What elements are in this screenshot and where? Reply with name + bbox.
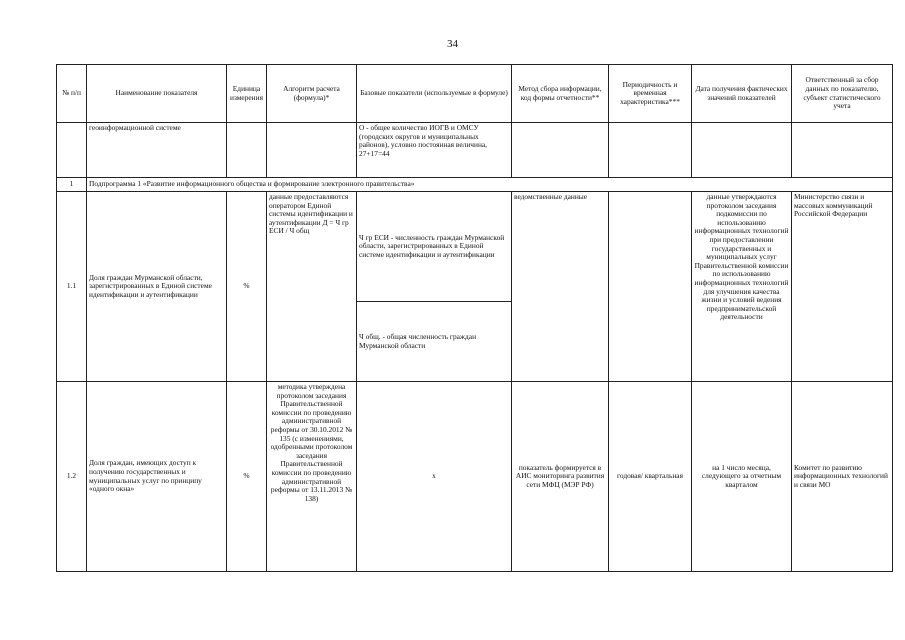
row-1-2-base: х [357, 382, 512, 572]
row-1-1-base-b: Ч общ. - общая численность граждан Мурманской области [357, 302, 512, 382]
row-1-2-algorithm: методика утверждена протоколом заседания Правительственной комиссии по проведению административной реформы от 30.10.2012 № 135 (с изменениями, одобренными протоколом заседания Правительственной комиссии по проведению административной реформы от 13.11.2013 № 138) [267, 382, 357, 572]
page-number: 34 [447, 38, 458, 50]
section-row [57, 178, 893, 192]
row-1-2-unit: % [227, 382, 267, 572]
section-title: Подпрограмма 1 «Развитие информационного общества и формирование электронного правительства» [87, 178, 893, 192]
cell-empty [609, 123, 692, 178]
header-periodicity: Периодичность и временная характеристика*** [609, 65, 692, 123]
cell-empty [267, 123, 357, 178]
table-row [57, 382, 893, 572]
section-num: 1 [57, 178, 87, 192]
cont-name: геоинформационной системе [87, 123, 227, 178]
cell-empty [57, 123, 87, 178]
row-1-2-name: Доля граждан, имеющих доступ к получению государственных и муниципальных услуг по принципу «одного окна» [87, 382, 227, 572]
indicators-table [56, 64, 893, 572]
cell-empty [692, 123, 792, 178]
cont-base: О - общее количество ИОГВ и ОМСУ (городских округов и муниципальных районов), условно постоянная величина, 27+17=44 [357, 123, 512, 178]
row-1-2-period: годовая/ квартальная [609, 382, 692, 572]
row-1-2-num: 1.2 [57, 382, 87, 572]
table-row [57, 192, 893, 302]
row-1-1-name: Доля граждан Мурманской области, зарегистрированных в Единой системе идентификации и аутентификации [87, 192, 227, 382]
row-1-2-responsible: Комитет по развитию информационных технологий и связи МО [792, 382, 893, 572]
header-num: № п/п [57, 65, 87, 123]
row-1-1-unit: % [227, 192, 267, 382]
cell-empty [227, 123, 267, 178]
header-algorithm: Алгоритм расчета (формула)* [267, 65, 357, 123]
row-1-1-responsible: Министерство связи и массовых коммуникаций Российской Федерации [792, 192, 893, 382]
row-1-1-method: ведомственные данные [512, 192, 609, 382]
header-responsible: Ответственный за сбор данных по показателю, субъект статистического учета [792, 65, 893, 123]
header-date: Дата получения фактических значений показателей [692, 65, 792, 123]
row-1-1-algorithm: данные предоставляются оператором Единой системы идентификации и аутентификации Д = Ч гр ЕСИ / Ч общ [267, 192, 357, 382]
row-1-1-base-a: Ч гр ЕСИ - численность граждан Мурманской области, зарегистрированных в Единой системе идентификации и аутентификации [357, 192, 512, 302]
header-base-indicators: Базовые показатели (используемые в формуле) [357, 65, 512, 123]
cell-empty [792, 123, 893, 178]
row-1-2-method: показатель формируется в АИС мониторинга развития сети МФЦ (МЭР РФ) [512, 382, 609, 572]
header-unit: Единица измерения [227, 65, 267, 123]
cell-empty [512, 123, 609, 178]
continuation-row [57, 123, 893, 178]
row-1-1-date: данные утверждаются протоколом заседания подкомиссии по использованию информационных технологий при предоставлении государственных и муниципальных услуг Правительственной комиссии по использованию информационных технологий для улучшения качества жизни и условий ведения предпринимательской деятельности [692, 192, 792, 382]
header-row [57, 65, 893, 123]
header-method: Метод сбора информации, код формы отчетности** [512, 65, 609, 123]
header-name: Наименование показателя [87, 65, 227, 123]
row-1-1-period [609, 192, 692, 382]
row-1-2-date: на 1 число месяца, следующего за отчетным кварталом [692, 382, 792, 572]
row-1-1-num: 1.1 [57, 192, 87, 382]
